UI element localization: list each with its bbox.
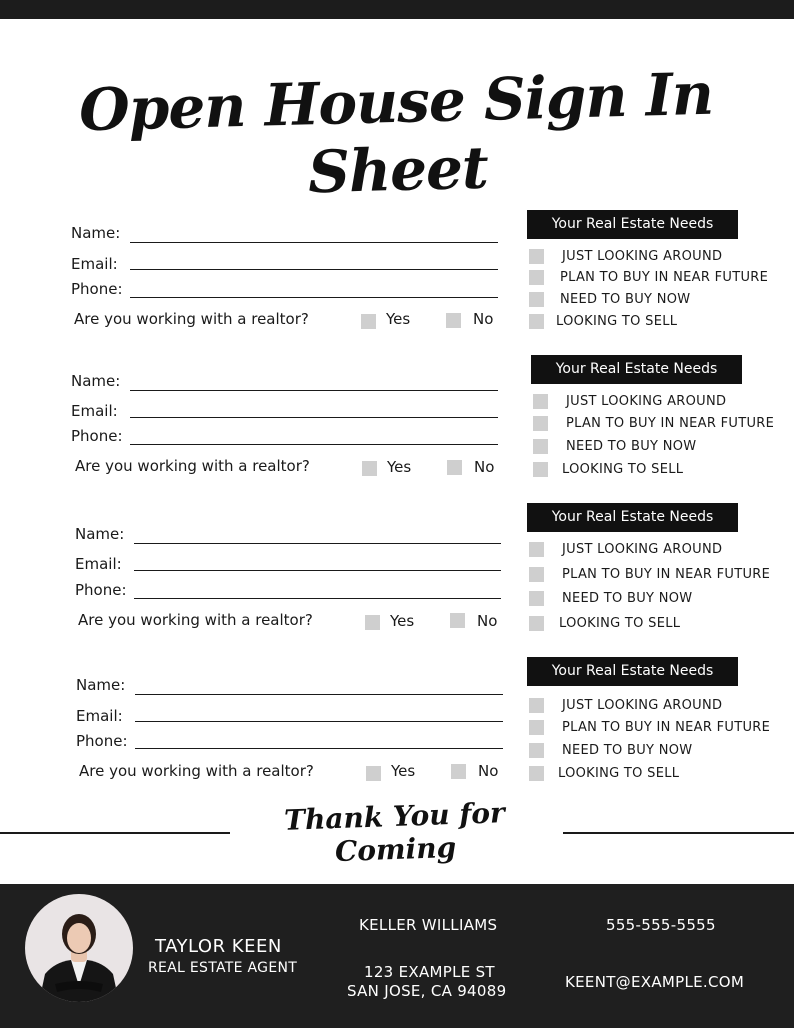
yes-checkbox[interactable] [366,766,381,781]
agent-footer [0,884,794,1028]
need-label-sell: LOOKING TO SELL [562,462,684,477]
need-checkbox-sell[interactable] [529,314,544,329]
signin-block-3 [0,503,794,633]
need-label-sell: LOOKING TO SELL [556,314,678,329]
need-checkbox-sell[interactable] [533,462,548,477]
email-field[interactable] [130,417,498,418]
signin-block-2 [0,355,794,485]
need-label-buy-now: NEED TO BUY NOW [560,292,691,307]
page-title: Open House Sign In Sheet [78,59,714,207]
phone-number: 555-555-5555 [606,916,716,934]
address-line-2: SAN JOSE, CA 94089 [347,982,507,1000]
yes-label: Yes [391,762,416,780]
email-field[interactable] [134,570,501,571]
yes-checkbox[interactable] [362,461,377,476]
email-label: Email: [76,707,123,725]
need-checkbox-sell[interactable] [529,616,544,631]
address-line-1: 123 EXAMPLE ST [364,963,495,981]
email-label: Email: [71,255,118,273]
no-checkbox[interactable] [447,460,462,475]
phone-field[interactable] [134,598,501,599]
need-checkbox-buy-now[interactable] [533,439,548,454]
phone-label: Phone: [71,427,123,445]
name-field[interactable] [130,242,498,243]
company-name: KELLER WILLIAMS [359,916,498,934]
need-checkbox-buy-now[interactable] [529,743,544,758]
thank-you-text: Thank You for Coming [283,796,506,869]
email-field[interactable] [135,721,503,722]
realtor-question: Are you working with a realtor? [75,457,310,475]
need-label-looking: JUST LOOKING AROUND [562,542,723,557]
no-checkbox[interactable] [450,613,465,628]
email-address: KEENT@EXAMPLE.COM [565,973,745,991]
yes-label: Yes [387,458,412,476]
need-checkbox-looking[interactable] [533,394,548,409]
no-checkbox[interactable] [446,313,461,328]
need-checkbox-buy-now[interactable] [529,292,544,307]
needs-header: Your Real Estate Needs [531,355,742,384]
need-checkbox-plan[interactable] [529,270,544,285]
no-checkbox[interactable] [451,764,466,779]
need-label-looking: JUST LOOKING AROUND [562,698,723,713]
need-label-plan: PLAN TO BUY IN NEAR FUTURE [566,416,775,431]
need-label-plan: PLAN TO BUY IN NEAR FUTURE [560,270,769,285]
phone-field[interactable] [135,748,503,749]
need-checkbox-plan[interactable] [533,416,548,431]
agent-title: REAL ESTATE AGENT [148,960,298,976]
name-label: Name: [71,224,121,242]
email-label: Email: [75,555,122,573]
need-label-plan: PLAN TO BUY IN NEAR FUTURE [562,720,771,735]
name-label: Name: [75,525,125,543]
need-label-plan: PLAN TO BUY IN NEAR FUTURE [562,567,771,582]
need-checkbox-looking[interactable] [529,542,544,557]
need-checkbox-looking[interactable] [529,249,544,264]
email-label: Email: [71,402,118,420]
name-label: Name: [76,676,126,694]
yes-label: Yes [386,310,411,328]
agent-photo [25,894,133,1002]
phone-label: Phone: [75,581,127,599]
need-checkbox-plan[interactable] [529,567,544,582]
need-label-sell: LOOKING TO SELL [558,766,680,781]
signin-block-4 [0,657,794,787]
thanks-divider-left [0,832,230,834]
email-field[interactable] [130,269,498,270]
phone-label: Phone: [76,732,128,750]
need-label-buy-now: NEED TO BUY NOW [566,439,697,454]
need-checkbox-plan[interactable] [529,720,544,735]
need-label-looking: JUST LOOKING AROUND [566,394,727,409]
no-label: No [478,762,499,780]
name-field[interactable] [135,694,503,695]
phone-label: Phone: [71,280,123,298]
phone-field[interactable] [130,297,498,298]
yes-checkbox[interactable] [365,615,380,630]
needs-header: Your Real Estate Needs [527,503,738,532]
no-label: No [477,612,498,630]
name-field[interactable] [130,390,498,391]
realtor-question: Are you working with a realtor? [79,762,314,780]
realtor-question: Are you working with a realtor? [74,310,309,328]
need-label-buy-now: NEED TO BUY NOW [562,591,693,606]
phone-field[interactable] [130,444,498,445]
top-bar [0,0,794,19]
avatar [25,894,133,1002]
needs-header: Your Real Estate Needs [527,210,738,239]
signin-block-1 [0,210,794,340]
thanks-divider-right [563,832,794,834]
need-label-sell: LOOKING TO SELL [559,616,681,631]
realtor-question: Are you working with a realtor? [78,611,313,629]
need-label-looking: JUST LOOKING AROUND [562,249,723,264]
yes-label: Yes [390,612,415,630]
agent-name: TAYLOR KEEN [155,936,282,957]
need-label-buy-now: NEED TO BUY NOW [562,743,693,758]
name-label: Name: [71,372,121,390]
yes-checkbox[interactable] [361,314,376,329]
need-checkbox-looking[interactable] [529,698,544,713]
needs-header: Your Real Estate Needs [527,657,738,686]
no-label: No [474,458,495,476]
name-field[interactable] [134,543,501,544]
need-checkbox-sell[interactable] [529,766,544,781]
no-label: No [473,310,494,328]
need-checkbox-buy-now[interactable] [529,591,544,606]
